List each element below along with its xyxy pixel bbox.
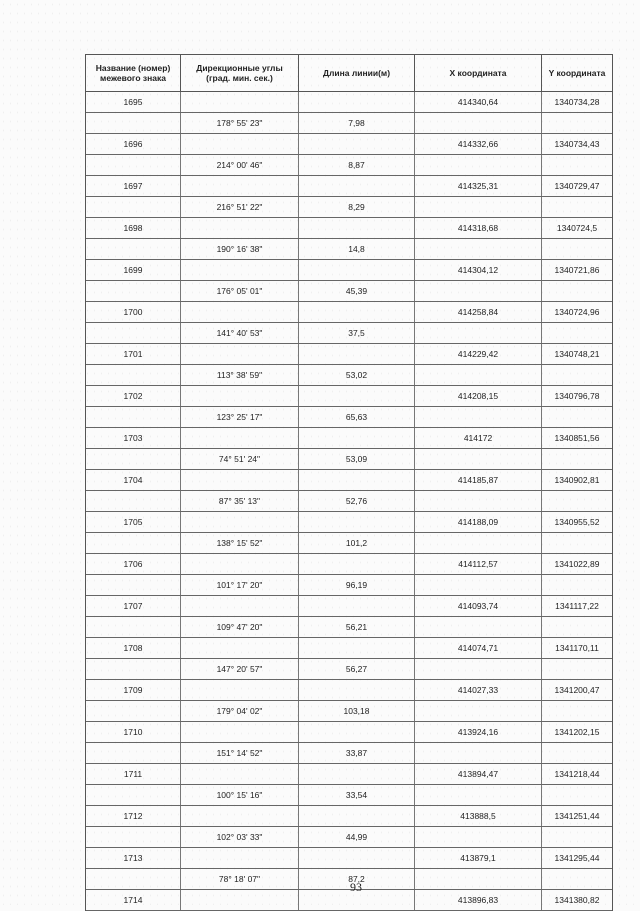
page-number: 93: [350, 880, 362, 894]
table-header: [86, 55, 612, 92]
cell-angle: 113° 38' 59": [181, 365, 299, 385]
cell-angle: [181, 890, 299, 910]
table-row: [86, 617, 612, 638]
table-row: [86, 701, 612, 722]
cell-angle: [181, 134, 299, 154]
table-row: [86, 344, 612, 365]
table-row: [86, 92, 612, 113]
cell-x: [415, 869, 542, 889]
table-row: [86, 281, 612, 302]
cell-x: 414074,71: [415, 638, 542, 658]
cell-name: 1703: [86, 428, 181, 448]
table-row: [86, 638, 612, 659]
cell-length: 33,54: [299, 785, 415, 805]
cell-y: [542, 449, 612, 469]
cell-y: [542, 617, 612, 637]
cell-length: 45,39: [299, 281, 415, 301]
cell-length: [299, 554, 415, 574]
table-row: [86, 407, 612, 428]
cell-length: 56,27: [299, 659, 415, 679]
cell-angle: [181, 470, 299, 490]
table-body: [86, 92, 612, 911]
cell-y: [542, 869, 612, 889]
cell-name: 1706: [86, 554, 181, 574]
cell-angle: 102° 03' 33": [181, 827, 299, 847]
cell-angle: [181, 554, 299, 574]
cell-angle: 216° 51' 22": [181, 197, 299, 217]
cell-angle: 109° 47' 20": [181, 617, 299, 637]
cell-angle: [181, 596, 299, 616]
table-row: [86, 659, 612, 680]
cell-y: [542, 323, 612, 343]
cell-name: [86, 323, 181, 343]
table-row: [86, 890, 612, 911]
cell-x: [415, 575, 542, 595]
cell-name: [86, 281, 181, 301]
cell-x: [415, 281, 542, 301]
cell-angle: 138° 15' 52": [181, 533, 299, 553]
table-row: [86, 491, 612, 512]
cell-y: 1341200,47: [554, 685, 600, 695]
cell-length: [299, 722, 415, 742]
cell-x: 413888,5: [415, 806, 542, 826]
cell-y: 1340902,81: [554, 475, 600, 485]
cell-angle: 190° 16' 38": [181, 239, 299, 259]
table-row: [86, 260, 612, 281]
table-row: [86, 323, 612, 344]
table-row: [86, 197, 612, 218]
cell-length: 8,29: [299, 197, 415, 217]
cell-x: [415, 449, 542, 469]
cell-y: 1341022,89: [554, 559, 600, 569]
cell-x: 414304,12: [415, 260, 542, 280]
table-row: [86, 470, 612, 491]
table-row: [86, 533, 612, 554]
cell-y: 1341218,44: [554, 769, 600, 779]
cell-name: 1708: [86, 638, 181, 658]
cell-y: [542, 701, 612, 721]
cell-y: [542, 239, 612, 259]
table-row: [86, 869, 612, 890]
header-length: Длина линии(м): [299, 55, 415, 91]
table-row: [86, 365, 612, 386]
cell-y: [542, 785, 612, 805]
cell-x: 414318,68: [415, 218, 542, 238]
cell-length: 37,5: [299, 323, 415, 343]
cell-angle: 214° 00' 46": [181, 155, 299, 175]
cell-y: 1341251,44: [554, 811, 600, 821]
cell-x: 414027,33: [415, 680, 542, 700]
cell-length: 65,63: [299, 407, 415, 427]
cell-name: [86, 701, 181, 721]
cell-angle: [181, 848, 299, 868]
cell-length: [299, 134, 415, 154]
cell-length: 101,2: [299, 533, 415, 553]
cell-length: [299, 512, 415, 532]
cell-name: 1700: [86, 302, 181, 322]
cell-angle: [181, 806, 299, 826]
cell-angle: 147° 20' 57": [181, 659, 299, 679]
cell-length: 87,2: [299, 869, 415, 889]
cell-x: [415, 659, 542, 679]
cell-length: 53,02: [299, 365, 415, 385]
cell-name: 1702: [86, 386, 181, 406]
cell-y: 1341170,11: [555, 643, 599, 653]
cell-name: 1709: [86, 680, 181, 700]
cell-x: [415, 155, 542, 175]
cell-name: [86, 491, 181, 511]
cell-name: 1713: [86, 848, 181, 868]
cell-x: 414340,64: [415, 92, 542, 112]
cell-x: [415, 197, 542, 217]
cell-length: [299, 428, 415, 448]
cell-x: 413879,1: [415, 848, 542, 868]
cell-y: [542, 491, 612, 511]
table-row: [86, 176, 612, 197]
cell-y: 1340748,21: [554, 349, 600, 359]
table-row: [86, 806, 612, 827]
cell-angle: [181, 764, 299, 784]
cell-angle: [181, 722, 299, 742]
cell-y: 1340734,28: [554, 97, 600, 107]
cell-name: 1698: [86, 218, 181, 238]
cell-length: [299, 176, 415, 196]
cell-angle: 151° 14' 52": [181, 743, 299, 763]
cell-x: 414208,15: [415, 386, 542, 406]
cell-x: 414188,09: [415, 512, 542, 532]
cell-x: [415, 533, 542, 553]
cell-y: [542, 659, 612, 679]
cell-y: 1340955,52: [554, 517, 600, 527]
table-row: [86, 428, 612, 449]
cell-name: [86, 533, 181, 553]
cell-y: 1340721,86: [554, 265, 600, 275]
cell-name: [86, 743, 181, 763]
cell-angle: [181, 218, 299, 238]
cell-angle: [181, 428, 299, 448]
cell-angle: [181, 344, 299, 364]
cell-length: [299, 596, 415, 616]
table-row: [86, 848, 612, 869]
table-row: [86, 680, 612, 701]
cell-name: 1704: [86, 470, 181, 490]
cell-length: 103,18: [299, 701, 415, 721]
cell-angle: [181, 260, 299, 280]
cell-length: [299, 806, 415, 826]
cell-name: [86, 365, 181, 385]
header-angle: Дирекционные углы (град. мин. сек.): [181, 55, 299, 91]
cell-length: 52,76: [299, 491, 415, 511]
cell-name: [86, 155, 181, 175]
cell-y: 1341295,44: [554, 853, 600, 863]
cell-x: [415, 491, 542, 511]
cell-length: [299, 470, 415, 490]
cell-length: [299, 302, 415, 322]
cell-name: [86, 827, 181, 847]
cell-length: 33,87: [299, 743, 415, 763]
cell-angle: [181, 92, 299, 112]
cell-name: [86, 197, 181, 217]
cell-name: [86, 659, 181, 679]
cell-x: [415, 365, 542, 385]
cell-name: [86, 407, 181, 427]
cell-length: [299, 260, 415, 280]
cell-length: 8,87: [299, 155, 415, 175]
table-row: [86, 596, 612, 617]
cell-angle: 87° 35' 13": [181, 491, 299, 511]
cell-x: 413924,16: [415, 722, 542, 742]
cell-x: [415, 827, 542, 847]
cell-y: 1340729,47: [554, 181, 600, 191]
table-row: [86, 554, 612, 575]
cell-length: [299, 680, 415, 700]
cell-name: 1710: [86, 722, 181, 742]
cell-y: 1341380,82: [554, 895, 600, 905]
cell-name: 1714: [86, 890, 181, 910]
table-row: [86, 155, 612, 176]
cell-x: [415, 701, 542, 721]
cell-x: 413896,83: [415, 890, 542, 910]
cell-name: [86, 239, 181, 259]
cell-name: [86, 449, 181, 469]
cell-x: [415, 323, 542, 343]
cell-name: 1695: [86, 92, 181, 112]
cell-angle: [181, 680, 299, 700]
cell-y: 1340724,5: [556, 223, 598, 233]
cell-angle: 179° 04' 02": [181, 701, 299, 721]
cell-y: [542, 743, 612, 763]
cell-x: [415, 617, 542, 637]
cell-angle: [181, 638, 299, 658]
table-row: [86, 743, 612, 764]
cell-length: 14,8: [299, 239, 415, 259]
cell-name: [86, 113, 181, 133]
cell-angle: [181, 512, 299, 532]
cell-y: 1340734,43: [554, 139, 600, 149]
cell-length: [299, 92, 415, 112]
cell-length: 96,19: [299, 575, 415, 595]
cell-y: 1341117,22: [555, 601, 599, 611]
table-row: [86, 239, 612, 260]
cell-y: [542, 407, 612, 427]
cell-angle: [181, 386, 299, 406]
table-row: [86, 386, 612, 407]
cell-x: [415, 407, 542, 427]
cell-name: 1699: [86, 260, 181, 280]
cell-name: [86, 617, 181, 637]
cell-x: 414325,31: [415, 176, 542, 196]
cell-length: 56,21: [299, 617, 415, 637]
cell-x: 414093,74: [415, 596, 542, 616]
cell-x: 414185,87: [415, 470, 542, 490]
cell-angle: 74° 51' 24": [181, 449, 299, 469]
table-row: [86, 722, 612, 743]
cell-name: 1707: [86, 596, 181, 616]
cell-x: 413894,47: [415, 764, 542, 784]
table-row: [86, 302, 612, 323]
cell-name: [86, 575, 181, 595]
cell-angle: 78° 18' 07": [181, 869, 299, 889]
cell-length: 44,99: [299, 827, 415, 847]
cell-angle: 123° 25' 17": [181, 407, 299, 427]
cell-x: 414172: [415, 428, 542, 448]
cell-length: [299, 764, 415, 784]
table-row: [86, 113, 612, 134]
cell-x: 414229,42: [415, 344, 542, 364]
cell-y: 1341202,15: [554, 727, 600, 737]
cell-x: [415, 239, 542, 259]
cell-angle: 100° 15' 16": [181, 785, 299, 805]
cell-x: [415, 743, 542, 763]
cell-angle: [181, 176, 299, 196]
cell-angle: 101° 17' 20": [181, 575, 299, 595]
cell-length: [299, 638, 415, 658]
header-x: X координата: [415, 55, 542, 91]
cell-name: 1701: [86, 344, 181, 364]
table-row: [86, 827, 612, 848]
table-row: [86, 449, 612, 470]
cell-length: [299, 218, 415, 238]
cell-x: 414258,84: [415, 302, 542, 322]
cell-name: 1696: [86, 134, 181, 154]
cell-x: [415, 785, 542, 805]
cell-y: 1340851,56: [554, 433, 600, 443]
cell-name: [86, 785, 181, 805]
cell-name: 1711: [86, 764, 181, 784]
cell-y: [542, 365, 612, 385]
cell-y: [542, 533, 612, 553]
cell-length: 53,09: [299, 449, 415, 469]
cell-angle: 176° 05' 01": [181, 281, 299, 301]
table-row: [86, 134, 612, 155]
cell-y: [542, 281, 612, 301]
cell-y: [542, 827, 612, 847]
cell-angle: 178° 55' 23": [181, 113, 299, 133]
cell-y: 1340724,96: [554, 307, 600, 317]
cell-length: [299, 386, 415, 406]
table-row: [86, 218, 612, 239]
cell-length: [299, 344, 415, 364]
header-name: Название (номер) межевого знака: [86, 55, 181, 91]
table-row: [86, 764, 612, 785]
cell-y: [542, 197, 612, 217]
coordinates-table: [85, 54, 613, 911]
cell-name: 1705: [86, 512, 181, 532]
cell-x: 414112,57: [415, 554, 542, 574]
cell-x: 414332,66: [415, 134, 542, 154]
cell-name: [86, 869, 181, 889]
cell-y: [542, 155, 612, 175]
cell-name: 1712: [86, 806, 181, 826]
cell-x: [415, 113, 542, 133]
table-row: [86, 575, 612, 596]
cell-name: 1697: [86, 176, 181, 196]
cell-y: 1340796,78: [554, 391, 600, 401]
cell-length: [299, 848, 415, 868]
cell-y: [542, 113, 612, 133]
cell-angle: 141° 40' 53": [181, 323, 299, 343]
header-y: Y координата: [548, 68, 606, 78]
cell-length: 7,98: [299, 113, 415, 133]
table-row: [86, 785, 612, 806]
cell-y: [542, 575, 612, 595]
cell-angle: [181, 302, 299, 322]
table-row: [86, 512, 612, 533]
